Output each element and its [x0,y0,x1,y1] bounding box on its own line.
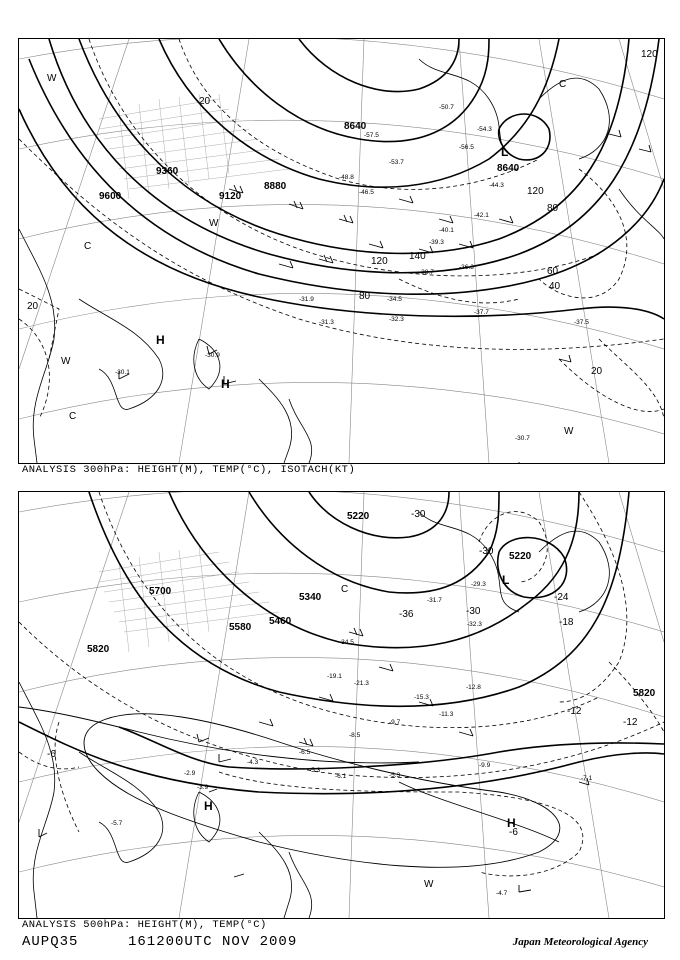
temp-label: -5.3 [309,767,321,774]
height-label: 8880 [264,181,287,192]
chart-300hpa [18,38,665,464]
chart-code: AUPQ35 [22,934,79,950]
temp-label: -4.3 [247,759,259,766]
temp-label: -15.3 [414,694,429,701]
temp-label: -30.7 [515,435,530,442]
isotherm-label: -24 [554,592,569,603]
height-label: 5820 [633,688,656,699]
height-contours-thin [19,707,560,867]
isotherm-label: -6 [47,749,56,760]
temp-label: -56.5 [459,144,474,151]
warm-marker: W [47,73,57,84]
temp-label: -9.7 [389,719,401,726]
temp-label: -8.5 [349,732,361,739]
height-labels [99,121,520,202]
temp-label: -32.3 [467,621,482,628]
temp-label: -6.5 [299,749,311,756]
temp-label: -48.8 [339,174,354,181]
temp-labels [111,581,593,897]
isotherm-label: -30 [411,509,426,520]
height-label: 8640 [497,163,520,174]
isotherm-label: -18 [559,617,574,628]
cold-marker: C [84,241,92,252]
caption-300hpa: ANALYSIS 300hPa: HEIGHT(M), TEMP(°C), ISOTACH(KT) [22,464,356,476]
temp-label: -46.5 [359,189,374,196]
temp-label: -6.1 [335,773,347,780]
temp-label: -34.5 [387,296,402,303]
temp-label: -19.1 [327,673,342,680]
temp-label: -40.1 [439,227,454,234]
warm-marker: W [61,356,71,367]
isotherm-labels [47,509,638,838]
warm-marker: W [424,879,434,890]
isotach-label: 20 [27,301,39,312]
high-center: H [221,377,230,391]
caption-500hpa: ANALYSIS 500hPa: HEIGHT(M), TEMP(°C) [22,919,267,931]
chart-500hpa [18,491,665,919]
warm-marker: W [564,426,574,437]
coastline [19,59,664,463]
temp-label: -30.9 [205,352,220,359]
temp-label: -38.7 [419,269,434,276]
temp-label: -36.3 [459,264,474,271]
high-center: H [156,333,165,347]
temp-label: -44.3 [489,182,504,189]
height-label: 5580 [229,622,252,633]
low-center: L [501,145,509,159]
height-label: 9360 [156,166,179,177]
height-label: 5340 [299,592,322,603]
temp-label: -12.8 [466,684,481,691]
temp-label: -54.3 [477,126,492,133]
temp-label: -2.9 [184,770,196,777]
jet-hatch [99,94,289,199]
temp-label: -53.7 [389,159,404,166]
height-label: 5700 [149,586,172,597]
temp-label: -30.1 [115,369,130,376]
isotach-label: 80 [359,291,371,302]
temp-label: -4.7 [496,890,508,897]
temp-label: -31.7 [427,597,442,604]
isotach-label: 20 [591,366,603,377]
temp-label: -42.1 [474,212,489,219]
graticule-lon [19,39,664,463]
temp-label: -32.3 [389,316,404,323]
isotherm-label: -30 [466,606,481,617]
isotherm-label: -6 [509,827,518,838]
height-label: 5820 [87,644,110,655]
low-center: L [502,573,510,587]
temp-label: -31.9 [299,296,314,303]
high-center: H [204,799,213,813]
height-label: 8640 [344,121,367,132]
temp-label: -37.5 [574,319,589,326]
height-label: 5220 [509,551,532,562]
height-label: 9120 [219,191,242,202]
isotach-label: 120 [527,186,544,197]
map-300hpa [19,39,664,463]
temp-label: -39.3 [429,239,444,246]
isotach-label: 40 [549,281,561,292]
warm-marker: W [209,218,219,229]
temp-label: -9.9 [479,762,491,769]
temp-label: -5.7 [111,820,123,827]
valid-time: 161200UTC NOV 2009 [128,934,298,950]
height-label: 5220 [347,511,370,522]
height-label: 9600 [99,191,122,202]
isotach-labels [27,49,658,377]
isotherm-label: -12 [567,706,582,717]
temp-label: -21.3 [354,680,369,687]
isotach-label: 140 [409,251,426,262]
isotherm-label: -36 [399,609,414,620]
isotach-label: 80 [547,203,559,214]
height-label: 5460 [269,616,292,627]
isotherm-label: -30 [479,546,494,557]
isotach-label: 20 [199,96,211,107]
cold-marker: C [69,411,77,422]
isotherm-label: -12 [623,717,638,728]
temp-label: -57.5 [364,132,379,139]
temp-label: -7.1 [581,775,593,782]
wind-barbs [39,628,589,892]
temp-labels [115,104,589,442]
temp-label: -50.7 [439,104,454,111]
temp-label: -31.3 [319,319,334,326]
graticule-lat [19,492,664,887]
coastline [19,512,609,918]
temp-label: -3.9 [197,784,209,791]
height-labels [87,511,656,699]
temp-label: -11.3 [439,711,454,718]
temp-label: -34.5 [339,639,354,646]
temp-label: -37.7 [474,309,489,316]
temp-label: -29.3 [471,581,486,588]
isotach-label: 120 [641,49,658,60]
cold-marker: C [341,584,349,595]
temp-contours [19,492,664,876]
temp-label: -5.3 [389,772,401,779]
cold-marker: C [559,79,567,90]
map-500hpa [19,492,664,918]
isotach-label: 120 [371,256,388,267]
isotach-label: 60 [547,266,559,277]
agency-name: Japan Meteorological Agency [512,936,648,948]
high-center: H [507,816,516,830]
